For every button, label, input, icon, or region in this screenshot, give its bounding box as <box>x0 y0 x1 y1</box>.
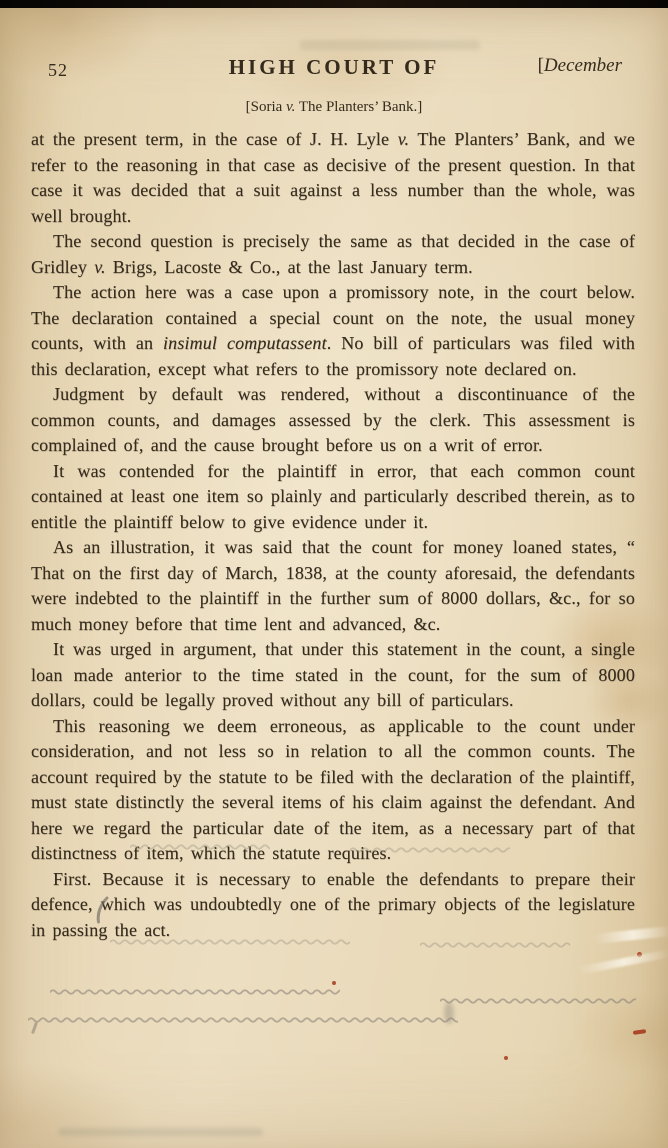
running-date <box>538 55 622 77</box>
date-bracket: [ <box>537 55 544 76</box>
paragraph <box>31 127 635 229</box>
pencil-underline-mark <box>440 997 636 1005</box>
text-run: [Soria <box>245 99 287 115</box>
text-run: The Planters’ Bank, and we refer to the reasoning in that case as decisive of the present question. In that case it was decided that a suit against a less number than the whole, was well brought. <box>31 129 635 226</box>
text-run: Brigs, Lacoste & Co., at the last January term. <box>105 256 473 277</box>
text-run: The action here was a case upon a promissory note, in the court below. The declaration contained a special count on the note, the usual money counts, with an <box>31 282 635 353</box>
text-run: First. Because it is necessary to enable the defendants to prepare their defence, which was undoubtedly one of the primary objects of the legislature in passing the act. <box>31 868 635 940</box>
body-text <box>31 127 635 943</box>
showthrough-smudge <box>300 40 480 50</box>
paragraph <box>31 535 635 637</box>
running-header <box>32 55 636 85</box>
pencil-underline-mark <box>28 1016 458 1024</box>
pencil-underline-mark <box>50 988 340 996</box>
text-run: at the present term, in the case of J. H. Lyle <box>31 129 398 149</box>
text-run: It was urged in argument, that under this statement in the count, a single loan made anterior to the time stated in the count, for the sum of 8000 dollars, could be legally proved without any bill of particulars. <box>31 639 635 710</box>
italic-text: v. <box>397 129 410 149</box>
text-run: As an illustration, it was said that the count for money loaned states, “ That on the first day of March, 1838, at the county aforesaid, the defendants were indebted to the plaintiff in the further sum of 8000 dollars, &c., for so much money before that time lent and advanced, &c. <box>31 537 635 634</box>
scan-edge-top <box>0 0 668 8</box>
text-run: It was contended for the plaintiff in error, that each common count contained at least one item so plainly and particularly described therein, as to entitle the plaintiff below to give evidence under it. <box>31 460 635 532</box>
italic-text: insimul computassent <box>163 333 327 353</box>
red-ink-dot <box>332 981 336 985</box>
date-word: December <box>543 55 622 76</box>
pencil-smudge-mark <box>444 1002 454 1024</box>
paragraph <box>31 382 635 459</box>
italic-text: v. <box>94 256 106 277</box>
paragraph <box>31 637 635 714</box>
text-run: Judgment by default was rendered, without a discontinuance of the common counts, and damages assessed by the clerk. This assessment is complained of, and the cause brought before us on a writ of error. <box>31 384 635 455</box>
paragraph <box>31 280 635 382</box>
paper-tear-mark <box>578 949 668 974</box>
paragraph <box>31 714 635 867</box>
paragraph <box>31 229 635 280</box>
text-run: . No bill of particulars was filed with this declaration, except what refers to the promissory note declared on. <box>31 333 636 379</box>
text-run: The second question is precisely the same as that decided in the case of Gridley <box>31 231 635 277</box>
pencil-tick-mark <box>31 1022 38 1034</box>
paragraph <box>31 867 635 944</box>
showthrough-smudge <box>58 1128 263 1136</box>
page-number: 52 <box>48 60 68 80</box>
italic-text: v. <box>286 99 296 115</box>
running-title: HIGH COURT OF <box>228 55 440 79</box>
case-caption <box>0 99 668 116</box>
text-run: This reasoning we deem erroneous, as applicable to the count under consideration, and not less so in relation to all the common counts. The account required by the statute to be filed with the declaration of the plaintiff, must state distinctly the several items of his claim against the defendant. And here we regard the particular date of the item, as a necessary part of that distinctness of item, which the statute requires. <box>31 715 635 863</box>
text-run: The Planters’ Bank.] <box>295 99 423 115</box>
paragraph <box>31 459 635 536</box>
red-ink-dash <box>633 1029 646 1035</box>
red-ink-dot <box>504 1056 508 1060</box>
